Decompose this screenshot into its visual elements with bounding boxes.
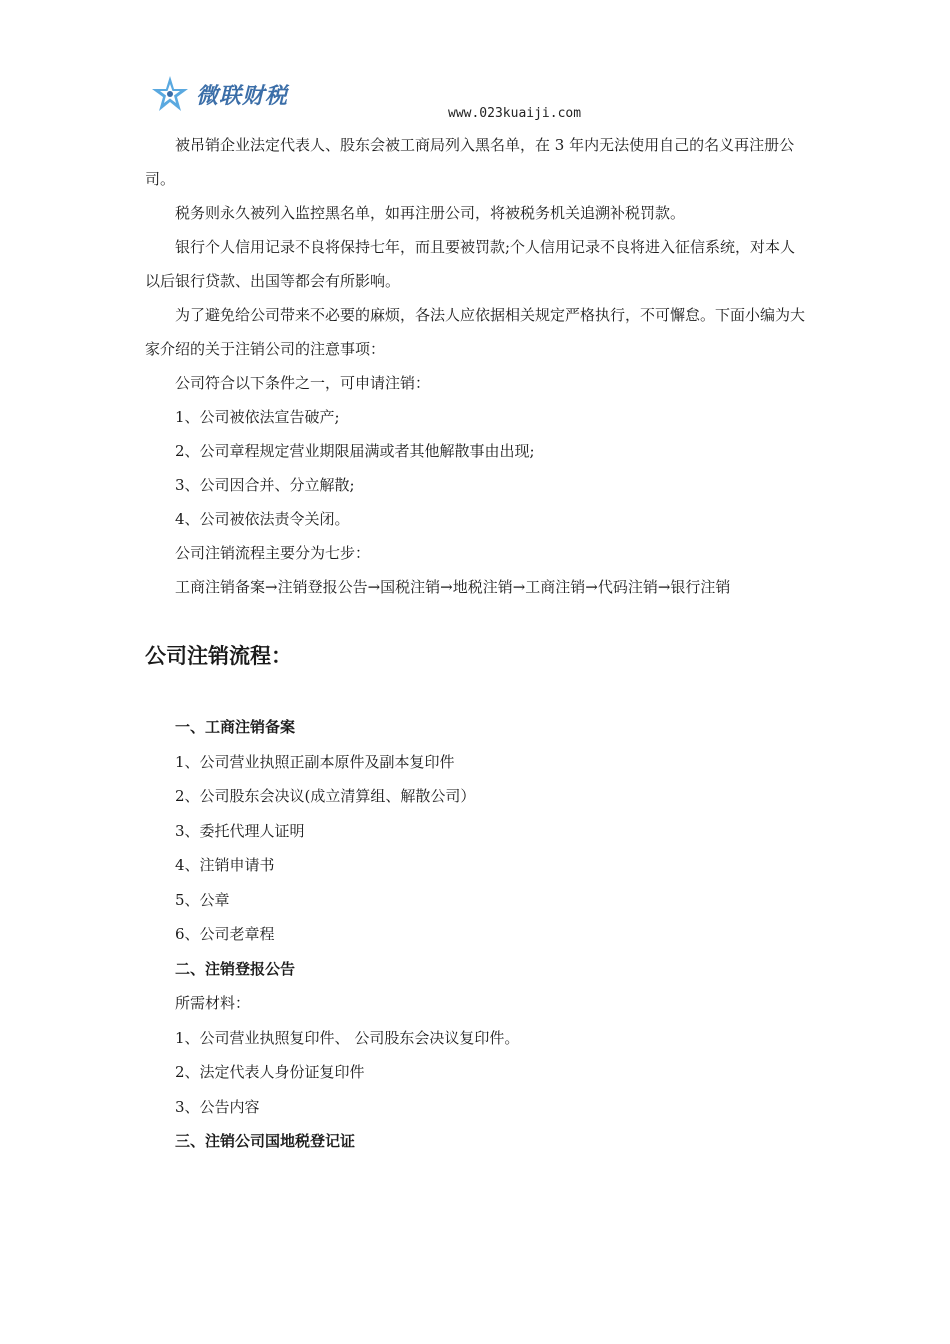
logo-text: 微联财税 bbox=[196, 83, 289, 109]
list-item: 2、法定代表人身份证复印件 bbox=[175, 1063, 365, 1081]
list-item: 所需材料： bbox=[175, 994, 251, 1012]
section-heading: 二、注销登报公告 bbox=[175, 959, 296, 978]
section-heading: 三、注销公司国地税登记证 bbox=[175, 1132, 356, 1150]
list-item: 3、委托代理人证明 bbox=[175, 821, 305, 840]
company-logo bbox=[150, 74, 288, 114]
list-item: 6、公司老章程 bbox=[175, 925, 275, 943]
condition-item: 2、公司章程规定营业期限届满或者其他解散事由出现; bbox=[175, 442, 535, 460]
section-title: 公司注销流程： bbox=[145, 644, 292, 668]
list-item: 1、公司营业执照正副本原件及副本复印件 bbox=[175, 752, 455, 771]
site-url[interactable]: www.023kuaiji.com bbox=[448, 106, 582, 121]
list-item: 2、公司股东会决议(成立清算组、解散公司） bbox=[175, 787, 476, 805]
steps-lead: 公司注销流程主要分为七步： bbox=[175, 544, 371, 562]
condition-item: 1、公司被依法宣告破产; bbox=[175, 408, 340, 426]
intro-paragraph: 被吊销企业法定代表人、股东会被工商局列入黑名单，在 3 年内无法使用自己的名义再注册公司。 bbox=[145, 136, 795, 188]
steps-flow: 工商注销备案→注销登报公告→国税注销→地税注销→工商注销→代码注销→银行注销 bbox=[175, 578, 731, 596]
intro-paragraph: 银行个人信用记录不良将保持七年，而且要被罚款;个人信用记录不良将进入征信系统，对本人以后银行贷款、出国等都会有所影响。 bbox=[145, 238, 796, 290]
condition-item: 4、公司被依法责令关闭。 bbox=[175, 510, 350, 528]
condition-item: 3、公司因合并、分立解散; bbox=[175, 476, 355, 494]
list-item: 5、公章 bbox=[175, 890, 230, 909]
list-item: 4、注销申请书 bbox=[175, 856, 275, 874]
list-item: 1、公司营业执照复印件、 公司股东会决议复印件。 bbox=[175, 1028, 520, 1047]
star-logo-icon bbox=[150, 74, 190, 114]
section-heading: 一、工商注销备案 bbox=[175, 718, 296, 736]
intro-paragraph: 为了避免给公司带来不必要的麻烦，各法人应依据相关规定严格执行，不可懈怠。下面小编为大家介绍的关于注销公司的注意事项： bbox=[145, 306, 806, 358]
conditions-lead: 公司符合以下条件之一，可申请注销： bbox=[175, 374, 431, 392]
list-item: 3、公告内容 bbox=[175, 1097, 260, 1116]
intro-paragraph: 税务则永久被列入监控黑名单，如再注册公司，将被税务机关追溯补税罚款。 bbox=[175, 204, 686, 222]
document-body bbox=[145, 128, 810, 1159]
